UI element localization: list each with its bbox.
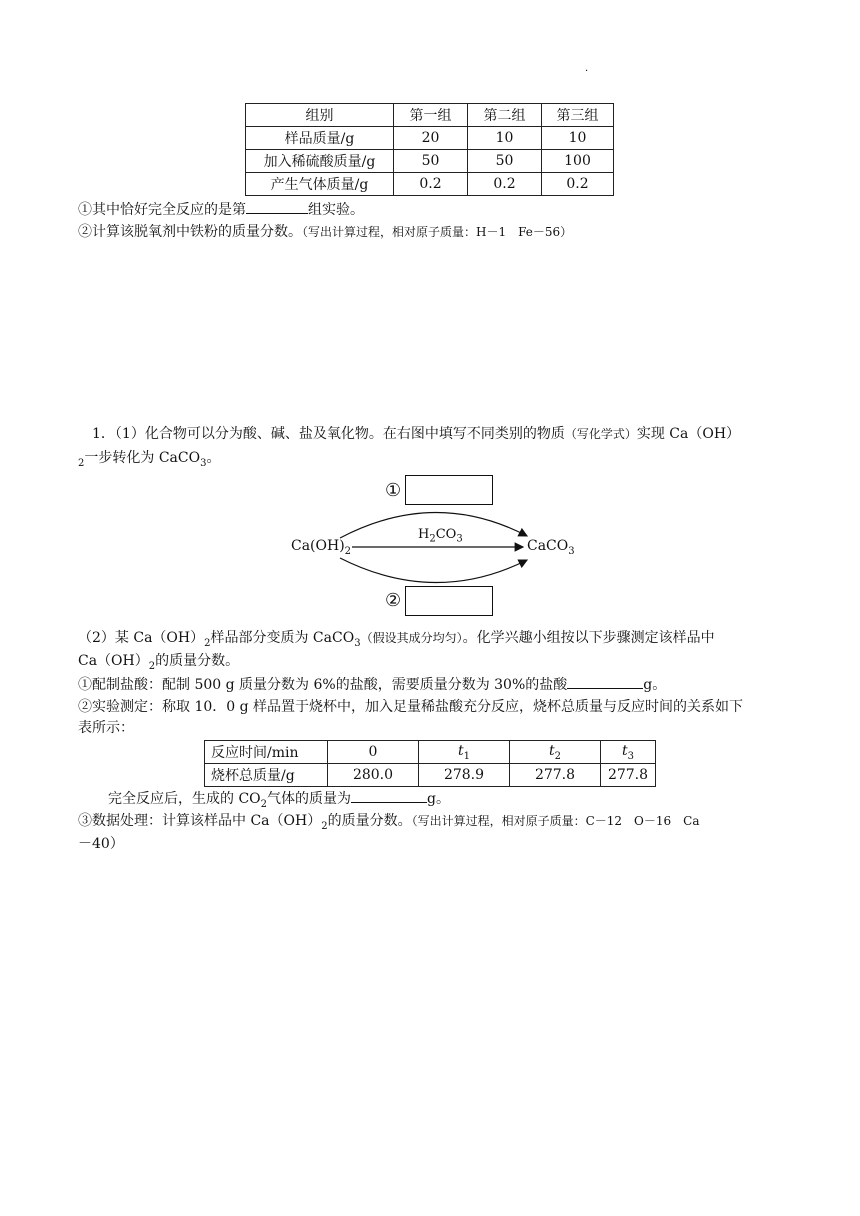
subscript: 2 [78,457,85,469]
table-header-cell: 第三组 [542,104,614,127]
question-text: g。 [643,677,667,693]
label-text: CO [435,527,457,542]
question-text: 的质量分数。 [327,813,412,829]
subscript: 3 [627,750,634,762]
table-cell [510,741,601,764]
table-row [205,741,656,764]
subscript: 1 [463,750,470,762]
question-text: 的质量分数。 [155,653,240,669]
subscript: 2 [429,533,436,545]
table-cell: 0.2 [542,173,614,196]
subscript: 3 [568,545,575,557]
subscript: 2 [204,637,211,649]
answer-box-2[interactable] [405,586,493,616]
question-2-step2-cont [78,718,134,738]
table-cell: 277.8 [510,764,601,787]
table-row [246,150,614,173]
table-cell: 0 [328,741,419,764]
question-text: g。 [427,791,450,807]
table-row [246,173,614,196]
question-note: （写出计算过程，相对原子质量：H－1 Fe－56） [302,225,573,239]
question-a2 [78,222,572,242]
label-text: CaCO [527,538,569,554]
subscript: 2 [260,798,268,810]
question-text: 实现 Ca（OH） [636,426,741,442]
question-note: （写化学式） [564,427,637,441]
table-cell: 样品质量/g [246,127,394,150]
question-2-step3 [78,811,699,837]
question-text: ①其中恰好完全反应的是第 [78,202,246,218]
question-note: （假设其成分均匀） [360,631,463,645]
question-text: 完全反应后，生成的 CO [108,791,261,807]
page-mark: · [585,66,589,77]
marker-1: ① [385,480,402,501]
table-header-cell: 第一组 [394,104,468,127]
question-text: ①配制盐酸：配制 500 g 质量分数为 6%的盐酸，需要质量分数为 30%的盐酸 [78,677,568,693]
question-text: 表所示： [78,720,134,736]
time-symbol: t [457,742,464,759]
question-text: 。 [206,450,221,466]
question-2-line1 [78,628,715,654]
table-row [246,127,614,150]
subscript: 3 [456,533,463,545]
table-cell: 0.2 [468,173,542,196]
table-cell: 278.9 [419,764,510,787]
question-2-line2 [78,651,239,677]
question-text: 一步转化为 CaCO [84,450,201,466]
reagent-label [418,527,463,545]
time-symbol: t [548,742,555,759]
label-text: Ca(OH) [291,538,345,554]
question-text: 1．（1）化合物可以分为酸、碱、盐及氧化物。在右图中填写不同类别的物质 [92,426,565,442]
question-text: ②实验测定：称取 10．0 g 样品置于烧杯中，加入足量稀盐酸充分反应，烧杯总质量与反应时间的关系如下 [78,699,744,715]
subscript: 3 [200,457,207,469]
table-cell [601,741,656,764]
arrow-bottom [340,558,527,583]
answer-blank[interactable] [351,788,427,803]
reaction-time-table [204,740,656,787]
question-text: 气体的质量为 [267,791,352,807]
subscript: 2 [321,820,328,832]
table-cell: 280.0 [328,764,419,787]
experiment-groups-table [245,103,614,196]
question-text: ②计算该脱氧剂中铁粉的质量分数。 [78,224,302,240]
table-cell: 产生气体质量/g [246,173,394,196]
table-cell: 50 [468,150,542,173]
subscript: 2 [344,545,352,557]
question-1-line2 [78,448,220,474]
table-cell: 10 [542,127,614,150]
question-note: （写出计算过程，相对原子质量：C－12 O－16 Ca [411,814,700,828]
reactant-label [291,538,351,557]
product-label [527,538,575,557]
question-text: 样品部分变质为 CaCO [210,630,355,646]
subscript: 2 [148,660,156,672]
table-header-row [246,104,614,127]
table-cell: 277.8 [601,764,656,787]
question-text: （2）某 Ca（OH） [78,630,205,646]
question-text: －40） [78,836,124,852]
table-cell: 0.2 [394,173,468,196]
table-header-cell: 组别 [246,104,394,127]
table-cell: 加入稀硫酸质量/g [246,150,394,173]
question-2-step2 [78,697,743,717]
question-a1 [78,199,364,220]
question-2-step1 [78,674,666,695]
question-text: 。化学兴趣小组按以下步骤测定该样品中 [462,630,715,646]
question-2-step3-cont [78,834,124,854]
table-row [205,764,656,787]
time-symbol: t [621,742,628,759]
table-cell [419,741,510,764]
question-text: ③数据处理：计算该样品中 Ca（OH） [78,813,322,829]
table-cell: 10 [468,127,542,150]
answer-blank[interactable] [567,674,643,689]
table-cell: 50 [394,150,468,173]
question-text: 组实验。 [308,202,364,218]
table-row-label: 反应时间/min [205,741,328,764]
table-row-label: 烧杯总质量/g [205,764,328,787]
table-cell: 20 [394,127,468,150]
marker-2: ② [385,590,402,611]
label-text: H [418,527,430,542]
subscript: 3 [354,637,361,649]
question-1-line1 [92,424,740,444]
subscript: 2 [554,750,561,762]
table-cell: 100 [542,150,614,173]
table-header-cell: 第二组 [468,104,542,127]
question-text: Ca（OH） [78,653,149,669]
answer-blank[interactable] [246,199,308,214]
